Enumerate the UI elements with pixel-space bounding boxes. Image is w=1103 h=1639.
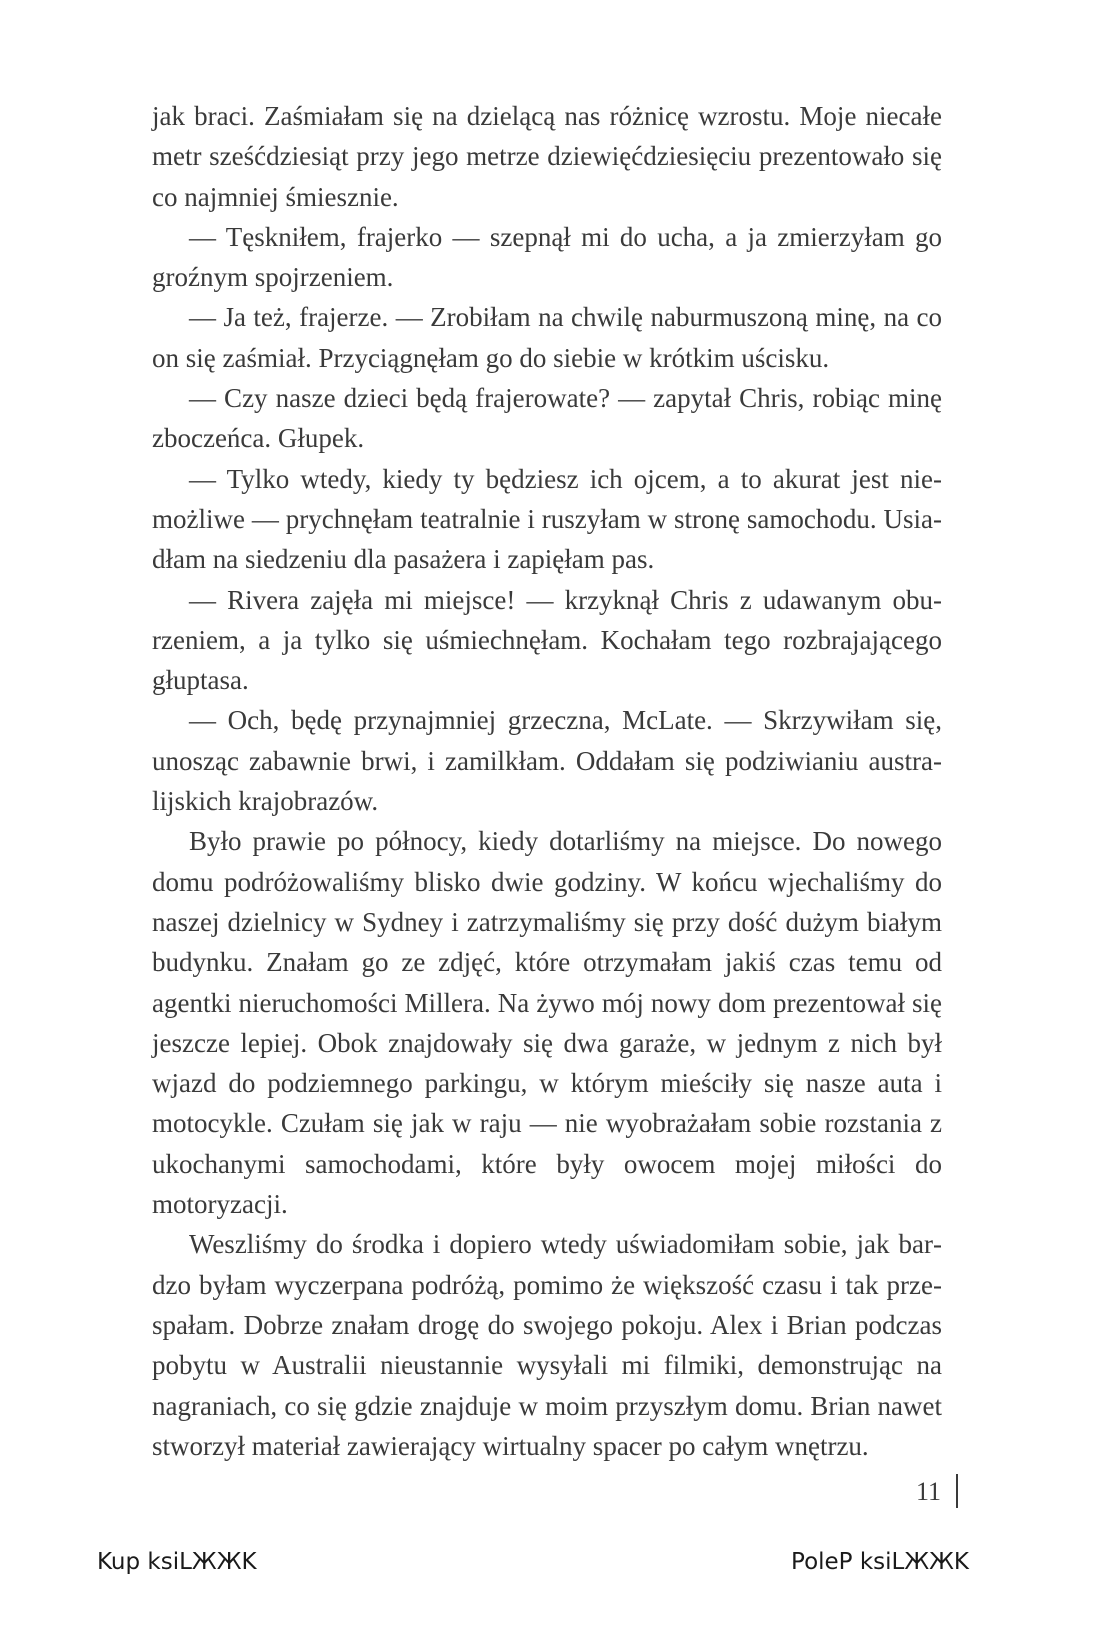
paragraph-dialogue-2: — Ja też, frajerze. — Zrobiłam na chwilę naburmuszoną minę, na co on się zaśmiał. Przyciągnęłam go do siebie w krótkim uścisku. [152,302,942,373]
paragraph-continuation: jak braci. Zaśmiałam się na dzielącą nas różnicę wzrostu. Moje niecałe metr sześćdziesiąt przy jego metrze dziewięćdziesięciu prezentowało się co najmniej śmiesznie. [152,101,942,212]
page-number-divider [956,1474,958,1508]
paragraph-dialogue-5: — Rivera zajęła mi miejsce! — krzyknął Chris z udawanym oburzeniem, a ja tylko się uśmiechnęłam. Kochałam tego rozbrajającego głuptasa. [152,584,942,696]
page-body [152,96,942,1466]
recommend-book-link[interactable]: PoleP ksiLЖЖK [791,1549,969,1575]
paragraph-narrative-2: Weszliśmy do środka i dopiero wtedy uświadomiłam sobie, jak bardzo byłam wyczerpana podróżą, pomimo że większość czasu i tak przespałam. Dobrze znałam drogę do swojego pokoju. Alex i Brian podczas pobytu w Australii nieustannie wysyłali mi filmiki, demonstrując na nagraniach, co się gdzie znajduje w moim przyszłym domu. Brian nawet stworzył materiał zawierający wirtualny spacer po całym wnętrzu. [152,1229,942,1461]
paragraph-dialogue-1: — Tęskniłem, frajerko — szepnął mi do ucha, a ja zmierzyłam go groźnym spojrzeniem. [152,221,942,293]
paragraph-narrative-1: Było prawie po północy, kiedy dotarliśmy na miejsce. Do nowego domu podróżowaliśmy blisko dwie godziny. W końcu wjechaliśmy do naszej dzielnicy w Sydney i zatrzymaliśmy się przy dość dużym białym budynku. Znałam go ze zdjęć, które otrzymałam jakiś czas temu od agentki nieruchomości Millera. Na żywo mój nowy dom prezentował się jeszcze lepiej. Obok znajdowały się dwa garaże, w jednym z nich był wjazd do podziemnego parkingu, w którym mieściły się nasze auta i motocykle. Czułam się jak w raju — nie wyobrażałam sobie rozstania z ukochanymi samochodami, które były owocem mojej miłości do motoryzacji. [152,826,942,1220]
paragraph-dialogue-6: — Och, będę przynajmniej grzeczna, McLate. — Skrzywiłam się, unosząc zabawnie brwi, i zamilkłam. Oddałam się podziwianiu australijskich krajobrazów. [152,705,942,817]
buy-book-link[interactable]: Kup ksiLЖЖK [97,1549,257,1575]
paragraph-dialogue-4: — Tylko wtedy, kiedy ty będziesz ich ojcem, a to akurat jest niemożliwe — prychnęłam teatralnie i ruszyłam w stronę samochodu. Usiadłam na siedzeniu dla pasażera i zapięłam pas. [152,463,942,575]
paragraph-dialogue-3: — Czy nasze dzieci będą frajerowate? — zapytał Chris, robiąc minę zboczeńca. Głupek. [152,383,942,454]
page-number: 11 [915,1477,941,1506]
